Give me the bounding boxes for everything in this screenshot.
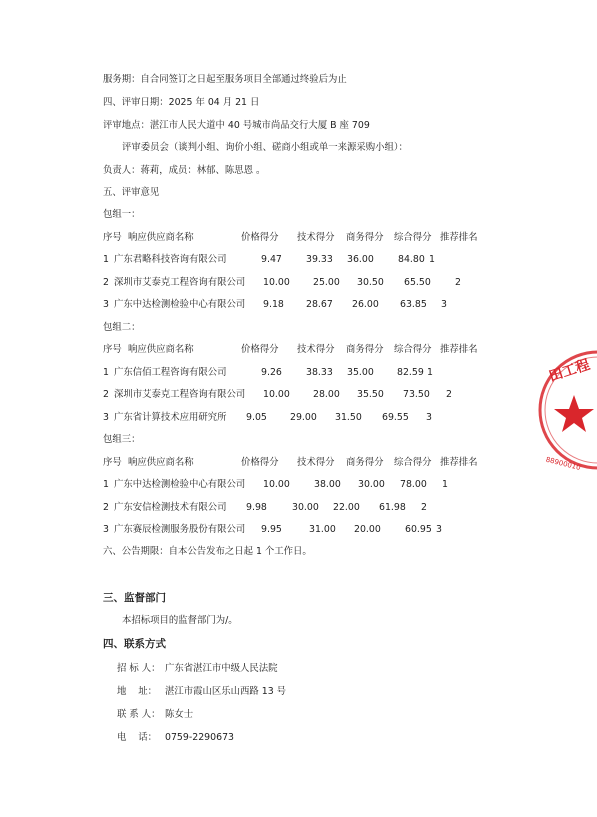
row-no: 1: [103, 367, 109, 378]
row-no: 2: [103, 277, 109, 288]
row-name: 广东安信检测技术有限公司: [114, 502, 227, 513]
row-total: 82.59: [397, 367, 424, 378]
header-price: 价格得分: [241, 344, 279, 355]
header-price: 价格得分: [241, 457, 279, 468]
table-row: [103, 523, 503, 536]
row-total: 63.85: [400, 299, 427, 310]
review-date: 四、评审日期：2025 年 04 月 21 日: [103, 97, 260, 108]
table-row: [103, 298, 503, 311]
header-name: 响应供应商名称: [128, 232, 194, 243]
row-name: 广东君略科技咨询有限公司: [114, 254, 227, 265]
row-name: 广东中达检测检验中心有限公司: [114, 479, 246, 490]
row-biz: 35.50: [357, 389, 384, 400]
header-price: 价格得分: [241, 232, 279, 243]
contact-value: 陈女士: [165, 709, 194, 720]
row-tech: 38.33: [306, 367, 333, 378]
header-total: 综合得分: [394, 344, 432, 355]
row-tech: 30.00: [292, 502, 319, 513]
row-name: 深圳市艾泰克工程咨询有限公司: [114, 389, 246, 400]
service-period: 服务期：自合同签订之日起至服务项目全部通过终验后为止: [103, 74, 347, 85]
row-name: 广东中达检测检验中心有限公司: [114, 299, 246, 310]
row-price: 9.47: [261, 254, 282, 265]
header-name: 响应供应商名称: [128, 344, 194, 355]
contact-label: 招 标 人：: [117, 663, 161, 674]
row-total: 60.95: [405, 524, 432, 535]
official-seal-icon: [536, 340, 597, 480]
seal-text-top: 田工程: [547, 356, 592, 386]
header-biz: 商务得分: [346, 457, 384, 468]
header-biz: 商务得分: [346, 344, 384, 355]
header-tech: 技术得分: [297, 457, 335, 468]
seal-text-bottom: 88900010: [544, 455, 582, 473]
group-label: 包组三：: [103, 434, 141, 445]
row-tech: 28.00: [313, 389, 340, 400]
header-name: 响应供应商名称: [128, 457, 194, 468]
row-price: 9.98: [246, 502, 267, 513]
contact-value: 广东省湛江市中级人民法院: [165, 663, 278, 674]
group-label: 包组一：: [103, 209, 141, 220]
seal-star-icon: [554, 395, 594, 432]
row-no: 1: [103, 479, 109, 490]
row-biz: 36.00: [347, 254, 374, 265]
row-biz: 30.00: [358, 479, 385, 490]
header-no: 序号: [103, 344, 122, 355]
header-rank: 推荐排名: [440, 344, 478, 355]
header-total: 综合得分: [394, 232, 432, 243]
header-biz: 商务得分: [346, 232, 384, 243]
row-no: 2: [103, 389, 109, 400]
header-rank: 推荐排名: [440, 232, 478, 243]
row-tech: 28.67: [306, 299, 333, 310]
row-price: 9.26: [261, 367, 282, 378]
row-no: 1: [103, 254, 109, 265]
contact-title: 四、联系方式: [103, 638, 166, 650]
row-no: 2: [103, 502, 109, 513]
row-name: 广东赛辰检测服务股份有限公司: [114, 524, 246, 535]
supervision-title: 三、监督部门: [103, 592, 166, 604]
row-rank: 3: [441, 299, 447, 310]
row-biz: 26.00: [352, 299, 379, 310]
row-rank: 2: [446, 389, 452, 400]
row-tech: 31.00: [309, 524, 336, 535]
row-rank: 1: [429, 254, 435, 265]
announcement-period: 六、公告期限：自本公告发布之日起 1 个工作日。: [103, 546, 312, 557]
row-no: 3: [103, 524, 109, 535]
row-tech: 25.00: [313, 277, 340, 288]
row-rank: 1: [427, 367, 433, 378]
review-place: 评审地点：湛江市人民大道中 40 号城市尚品交行大厦 B 座 709: [103, 120, 370, 131]
row-rank: 2: [455, 277, 461, 288]
table-row: [103, 478, 503, 491]
header-no: 序号: [103, 457, 122, 468]
contact-value: 0759-2290673: [165, 732, 234, 743]
row-no: 3: [103, 299, 109, 310]
header-rank: 推荐排名: [440, 457, 478, 468]
row-price: 9.18: [263, 299, 284, 310]
group-label: 包组二：: [103, 322, 141, 333]
row-rank: 3: [426, 412, 432, 423]
table-row: [103, 388, 503, 401]
row-name: 广东省计算技术应用研究所: [114, 412, 227, 423]
contact-value: 湛江市霞山区乐山西路 13 号: [165, 686, 287, 697]
header-no: 序号: [103, 232, 122, 243]
row-biz: 31.50: [335, 412, 362, 423]
row-total: 65.50: [404, 277, 431, 288]
row-price: 10.00: [263, 277, 290, 288]
row-tech: 39.33: [306, 254, 333, 265]
row-rank: 1: [442, 479, 448, 490]
committee-members: 负责人：蒋莉，成员：林郁、陈思恩 。: [103, 165, 266, 176]
row-total: 84.80: [398, 254, 425, 265]
contact-label: 地 址：: [117, 686, 158, 697]
row-biz: 22.00: [333, 502, 360, 513]
row-no: 3: [103, 412, 109, 423]
row-price: 10.00: [263, 389, 290, 400]
row-rank: 2: [421, 502, 427, 513]
contact-label: 电 话：: [117, 732, 158, 743]
row-total: 78.00: [400, 479, 427, 490]
row-total: 61.98: [379, 502, 406, 513]
supervision-text: 本招标项目的监督部门为/。: [122, 615, 238, 626]
row-total: 73.50: [403, 389, 430, 400]
row-total: 69.55: [382, 412, 409, 423]
row-tech: 29.00: [290, 412, 317, 423]
row-rank: 3: [436, 524, 442, 535]
table-row: [103, 366, 503, 379]
row-price: 10.00: [263, 479, 290, 490]
row-price: 9.95: [261, 524, 282, 535]
row-biz: 35.00: [347, 367, 374, 378]
table-header: [103, 343, 503, 356]
header-total: 综合得分: [394, 457, 432, 468]
table-row: [103, 501, 503, 514]
contact-label: 联 系 人：: [117, 709, 161, 720]
table-row: [103, 411, 503, 424]
header-tech: 技术得分: [297, 232, 335, 243]
row-name: 深圳市艾泰克工程咨询有限公司: [114, 277, 246, 288]
table-header: [103, 456, 503, 469]
opinion-title: 五、评审意见: [103, 187, 160, 198]
table-row: [103, 276, 503, 289]
review-committee: 评审委员会（谈判小组、询价小组、磋商小组或单一来源采购小组）：: [122, 142, 408, 153]
row-price: 9.05: [246, 412, 267, 423]
row-tech: 38.00: [314, 479, 341, 490]
header-tech: 技术得分: [297, 344, 335, 355]
table-row: [103, 253, 503, 266]
table-header: [103, 231, 503, 244]
row-biz: 30.50: [357, 277, 384, 288]
row-name: 广东信佰工程咨询有限公司: [114, 367, 227, 378]
row-biz: 20.00: [354, 524, 381, 535]
